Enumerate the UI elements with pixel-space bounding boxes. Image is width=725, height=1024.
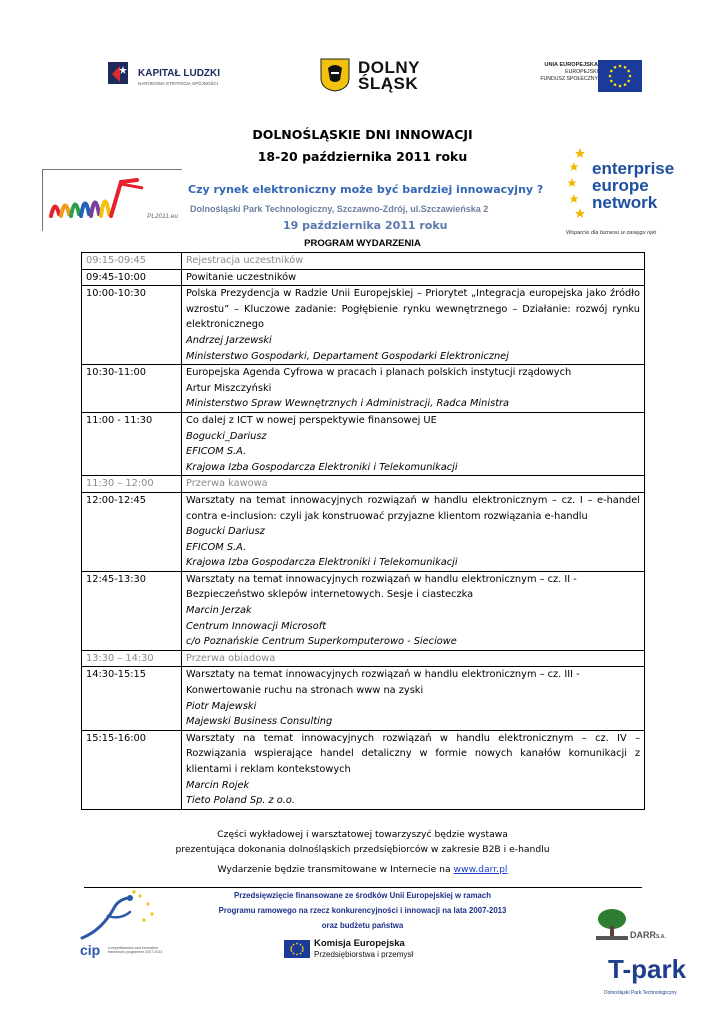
event-date: 19 października 2011 roku bbox=[283, 219, 448, 232]
schedule-line: Andrzej Jarzewski bbox=[186, 334, 272, 346]
exhibition-note-line1: Części wykładowej i warsztatowej towarzyszyć będzie wystawa bbox=[217, 829, 508, 840]
een-word-enterprise: enterprise bbox=[592, 159, 675, 178]
eu-line3: FUNDUSZ SPOŁECZNY bbox=[540, 76, 598, 82]
transmission-note bbox=[0, 864, 725, 875]
ke-flag-icon bbox=[284, 940, 310, 958]
schedule-description bbox=[182, 476, 645, 493]
eu-efs-logo bbox=[508, 58, 648, 94]
exhibition-note bbox=[0, 827, 725, 857]
schedule-line: Ministerstwo Spraw Wewnętrznych i Administracji, Radca Ministra bbox=[186, 398, 510, 410]
schedule-line: Warsztaty na temat innowacyjnych rozwiązań w handlu elektronicznym – cz. III - Konwertowanie ruchu na stronach www na zyski bbox=[186, 669, 580, 697]
schedule-time: 09:15-09:45 bbox=[82, 253, 182, 270]
table-row bbox=[82, 412, 645, 475]
event-location: Dolnośląski Park Technologiczny, Szczawno-Zdrój, ul.Szczawieńska 2 bbox=[190, 204, 489, 214]
tpark-subtitle: Dolnośląski Park Technologiczny bbox=[604, 990, 677, 996]
ke-line2: Przedsiębiorstwa i przemysł bbox=[314, 950, 414, 959]
schedule-line: Krajowa Izba Gospodarcza Elektroniki i Telekomunikacji bbox=[186, 461, 458, 473]
program-title: PROGRAM WYDARZENIA bbox=[304, 238, 421, 249]
kapital-ludzki-mark-icon bbox=[106, 58, 132, 88]
cip-figure-icon bbox=[72, 890, 162, 946]
schedule-line: EFICOM S.A. bbox=[186, 541, 247, 553]
schedule-line: Warsztaty na temat innowacyjnych rozwiązań w handlu elektronicznym – cz. IV – Rozwiązania wspierające handel detaliczny w formie nowych kanałów komunikacji z klientami i reklam kontekstowych bbox=[186, 732, 640, 775]
schedule-time: 10:30-11:00 bbox=[82, 365, 182, 413]
schedule-line: c/o Poznańskie Centrum Superkomputerowo - Sieciowe bbox=[186, 636, 457, 648]
dolny-slask-logo bbox=[320, 56, 430, 96]
schedule-line: Centrum Innowacji Microsoft bbox=[186, 620, 327, 632]
pl2011-graphic-icon bbox=[47, 174, 147, 226]
funding-statement bbox=[160, 888, 565, 933]
top-logos bbox=[0, 56, 725, 96]
kapital-ludzki-title: KAPITAŁ LUDZKI bbox=[138, 68, 221, 79]
eu-line1: UNIA EUROPEJSKA bbox=[544, 62, 598, 68]
schedule-line: Polska Prezydencja w Radzie Unii Europejskiej – Priorytet „Integracja europejska jako źródło wzrostu” – Kluczowe zadanie: Pogłębienie rynku wewnętrznego – Działanie: rozwój rynku elektronicznego bbox=[186, 288, 640, 331]
exhibition-note-line2: prezentująca dokonania dolnośląskich przedsiębiorców w zakresie B2B i e-handlu bbox=[175, 844, 550, 855]
schedule-description bbox=[182, 269, 645, 286]
een-tagline: Wsparcie dla biznesu w zasięgu ręki bbox=[566, 230, 657, 236]
een-word-network: network bbox=[592, 193, 658, 212]
schedule-line: Krajowa Izba Gospodarcza Elektroniki i Telekomunikacji bbox=[186, 557, 458, 569]
main-dates: 18-20 października 2011 roku bbox=[257, 149, 468, 164]
program-table bbox=[81, 252, 645, 810]
schedule-line: Bogucki Dariusz bbox=[186, 526, 265, 538]
cip-logo bbox=[72, 890, 162, 970]
eu-line2: EUROPEJSKI bbox=[565, 69, 598, 75]
table-row bbox=[82, 286, 645, 365]
dolny-slask-line2: ŚLĄSK bbox=[358, 74, 419, 93]
transmission-text: Wydarzenie będzie transmitowane w Internecie na bbox=[217, 864, 454, 875]
darr-label bbox=[630, 930, 666, 940]
schedule-line: Powitanie uczestników bbox=[186, 271, 297, 283]
kapital-ludzki-logo bbox=[106, 58, 226, 94]
schedule-description bbox=[182, 650, 645, 667]
schedule-line: Marcin Rojek bbox=[186, 779, 250, 791]
schedule-time: 14:30-15:15 bbox=[82, 667, 182, 730]
schedule-time: 11:00 - 11:30 bbox=[82, 412, 182, 475]
event-question: Czy rynek elektroniczny może być bardziej innowacyjny ? bbox=[188, 183, 544, 196]
schedule-line: Tieto Poland Sp. z o.o. bbox=[186, 795, 295, 807]
darr-name: DARR bbox=[630, 930, 656, 940]
program-table-body bbox=[82, 253, 645, 810]
enterprise-europe-network-logo bbox=[566, 146, 676, 242]
schedule-line: Marcin Jerzak bbox=[186, 605, 252, 617]
cip-label: cip bbox=[80, 942, 101, 958]
schedule-line: Warsztaty na temat innowacyjnych rozwiązań w handlu elektronicznym – cz. II - Bezpieczeństwo sklepów internetowych. Sesje i ciasteczka bbox=[186, 573, 577, 601]
schedule-line: Europejska Agenda Cyfrowa w pracach i planach polskich instytucji rządowych bbox=[186, 367, 572, 379]
table-row bbox=[82, 571, 645, 650]
table-row bbox=[82, 365, 645, 413]
funding-line3: oraz budżetu państwa bbox=[321, 921, 404, 930]
schedule-time: 09:45-10:00 bbox=[82, 269, 182, 286]
schedule-description bbox=[182, 286, 645, 365]
schedule-line: Warsztaty na temat innowacyjnych rozwiązań w handlu elektronicznym – cz. I – e-handel contra e-inclusion: czyli jak konstruować przyjazne klientom rozwiązania e-handlu bbox=[186, 494, 640, 522]
table-row bbox=[82, 650, 645, 667]
schedule-line: Artur Miszczyński bbox=[186, 382, 272, 394]
schedule-time: 13:30 – 14:30 bbox=[82, 650, 182, 667]
dolny-slask-line1: DOLNY bbox=[358, 58, 420, 77]
darr-link[interactable]: www.darr.pl bbox=[453, 864, 508, 875]
schedule-line: Przerwa kawowa bbox=[186, 478, 268, 490]
darr-logo bbox=[594, 906, 670, 942]
pl2011-text: PL2011.eu bbox=[147, 213, 178, 220]
schedule-time: 12:00-12:45 bbox=[82, 492, 182, 571]
table-row bbox=[82, 730, 645, 809]
schedule-time: 15:15-16:00 bbox=[82, 730, 182, 809]
schedule-line: Majewski Business Consulting bbox=[186, 716, 333, 728]
european-commission-logo bbox=[284, 938, 454, 960]
darr-tree-icon bbox=[594, 906, 630, 942]
dolny-slask-shield-icon bbox=[320, 58, 350, 92]
kapital-ludzki-subtitle: NARODOWA STRATEGIA SPÓJNOŚCI bbox=[138, 81, 219, 86]
table-row bbox=[82, 492, 645, 571]
tpark-logo bbox=[598, 952, 688, 1004]
schedule-time: 10:00-10:30 bbox=[82, 286, 182, 365]
schedule-description bbox=[182, 571, 645, 650]
schedule-time: 12:45-13:30 bbox=[82, 571, 182, 650]
main-title: DOLNOŚLĄSKIE DNI INNOWACJI bbox=[252, 127, 473, 142]
schedule-description bbox=[182, 492, 645, 571]
eu-flag-icon bbox=[598, 60, 642, 92]
schedule-line: Piotr Majewski bbox=[186, 700, 257, 712]
schedule-time: 11:30 – 12:00 bbox=[82, 476, 182, 493]
table-row bbox=[82, 269, 645, 286]
darr-suffix: S.A. bbox=[656, 934, 666, 940]
ke-line1: Komisja Europejska bbox=[314, 938, 405, 949]
cip-subtitle: competitiveness and innovation framework programme 2007-2013 bbox=[108, 946, 163, 955]
een-word-europe: europe bbox=[592, 176, 649, 195]
tpark-label: T-park bbox=[608, 954, 687, 984]
funding-line2: Programu ramowego na rzecz konkurencyjności i innowacji na lata 2007-2013 bbox=[218, 906, 507, 915]
schedule-line: EFICOM S.A. bbox=[186, 446, 247, 458]
schedule-line: Co dalej z ICT w nowej perspektywie finansowej UE bbox=[186, 414, 437, 426]
schedule-line: Bogucki_Dariusz bbox=[186, 430, 267, 442]
table-row bbox=[82, 476, 645, 493]
table-row bbox=[82, 667, 645, 730]
schedule-description bbox=[182, 667, 645, 730]
schedule-description bbox=[182, 253, 645, 270]
een-stars-icon bbox=[568, 146, 594, 226]
table-row bbox=[82, 253, 645, 270]
schedule-description bbox=[182, 365, 645, 413]
schedule-line: Rejestracja uczestników bbox=[186, 255, 304, 266]
funding-line1: Przedsięwzięcie finansowane ze środków Unii Europejskiej w ramach bbox=[234, 891, 491, 900]
schedule-description bbox=[182, 412, 645, 475]
schedule-line: Przerwa obiadowa bbox=[186, 652, 276, 664]
schedule-line: Ministerstwo Gospodarki, Departament Gospodarki Elektronicznej bbox=[186, 350, 509, 362]
schedule-description bbox=[182, 730, 645, 809]
pl2011-logo bbox=[42, 169, 182, 231]
